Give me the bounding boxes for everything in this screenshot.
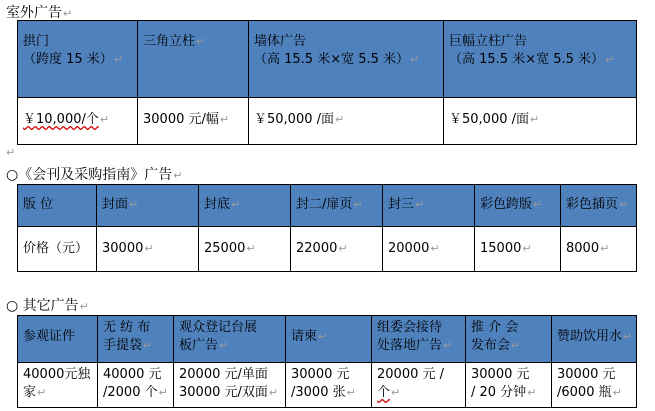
table-row xyxy=(18,21,637,98)
header-cell-triangle-pillar: 三角立柱↵ xyxy=(138,21,249,98)
price-cell: 30000 元 /3000 张↵ xyxy=(286,363,372,408)
header-cell-wall-ad: 墙体广告 （高 15.5 米×宽 5.5 米）↵ xyxy=(249,21,444,98)
price-label-cell: 价格（元） xyxy=(18,227,97,272)
header-cell-giant-pillar: 巨幅立柱广告 （高 15.5 米×宽 5.5 米）↵ xyxy=(444,21,637,98)
price-cell: 20000↵ xyxy=(383,227,475,272)
table-row xyxy=(18,316,637,363)
section-heading-other: ○ 其它广告↵ xyxy=(6,298,89,314)
catalogue-ad-table xyxy=(17,184,637,272)
price-cell: 30000 元 /6000 瓶↵ xyxy=(552,363,637,408)
outdoor-ad-table xyxy=(17,20,637,145)
header-cell-front-cover: 封面↵ xyxy=(97,185,199,227)
header-cell-color-spread: 彩色跨版↵ xyxy=(475,185,561,227)
price-cell: 15000↵ xyxy=(475,227,561,272)
header-cell-reception-ad: 组委会接待 处落地广告↵ xyxy=(372,316,466,363)
header-cell-inside-back: 封三↵ xyxy=(383,185,475,227)
header-cell-color-insert: 彩色插页↵ xyxy=(561,185,637,227)
price-cell: 22000↵ xyxy=(291,227,383,272)
header-cell-registration-board: 观众登记台展 板广告↵ xyxy=(174,316,286,363)
header-cell-press-conference: 推 介 会 发布会↵ xyxy=(466,316,552,363)
price-cell: 40000 元 /2000 个↵ xyxy=(98,363,174,408)
header-cell-back-cover: 封底↵ xyxy=(199,185,291,227)
header-cell-badge: 参观证件 xyxy=(18,316,98,363)
header-cell-arch: 拱门 （跨度 15 米）↵ xyxy=(18,21,138,98)
price-cell: 20000 元/单面 30000 元/双面↵ xyxy=(174,363,286,408)
header-cell-tote-bag: 无 纺 布 手提袋↵ xyxy=(98,316,174,363)
table-row xyxy=(18,185,637,227)
price-cell: 25000↵ xyxy=(199,227,291,272)
header-cell-invitation: 请柬↵ xyxy=(286,316,372,363)
header-cell-inside-front: 封二/扉页↵ xyxy=(291,185,383,227)
price-cell: ￥50,000 /面↵ xyxy=(249,98,444,145)
header-cell-position: 版 位 xyxy=(18,185,97,227)
table-row xyxy=(18,227,637,272)
price-cell: ￥10,000/个↵ xyxy=(18,98,138,145)
section-heading-outdoor: 室外广告↵ xyxy=(6,5,73,21)
header-cell-water: 赞助饮用水↵ xyxy=(552,316,637,363)
paragraph-mark: ↵ xyxy=(6,146,16,159)
price-cell: 20000 元 / 个↵ xyxy=(372,363,466,408)
price-cell: 30000 元 / 20 分钟↵ xyxy=(466,363,552,408)
table-row xyxy=(18,98,637,145)
price-cell: 8000↵ xyxy=(561,227,637,272)
other-ad-table xyxy=(17,315,637,408)
table-row xyxy=(18,363,637,408)
price-cell: 30000 元/幅↵ xyxy=(138,98,249,145)
price-cell: 30000↵ xyxy=(97,227,199,272)
section-heading-catalogue: ○《会刊及采购指南》广告↵ xyxy=(6,167,183,183)
price-cell: 40000元独 家↵ xyxy=(18,363,98,408)
price-cell: ￥50,000 /面↵ xyxy=(444,98,637,145)
